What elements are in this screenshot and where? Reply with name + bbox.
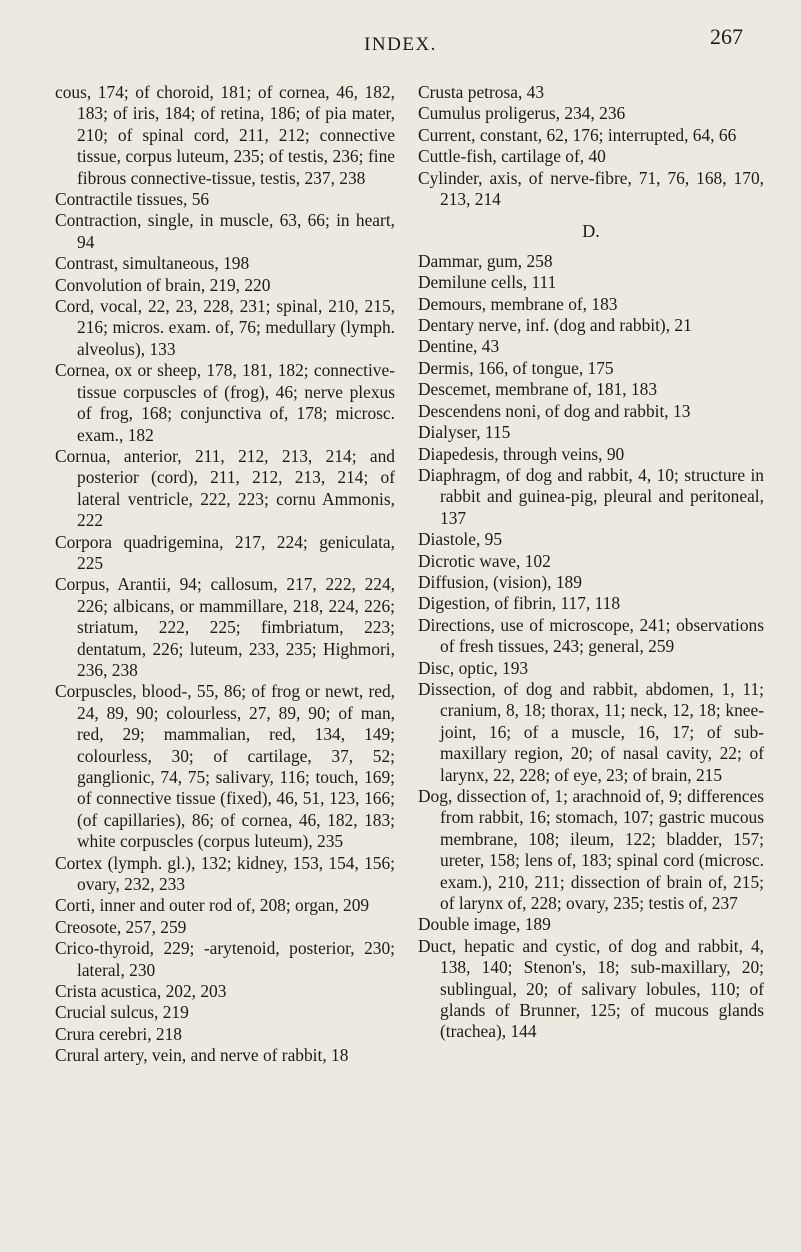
- index-entry: Corti, inner and outer rod of, 208; organ, 209: [55, 895, 370, 916]
- section-heading: D.: [582, 221, 600, 242]
- index-entry: Dissection, of dog and rabbit, abdomen, 1, 11; cranium, 8, 18; thorax, 11; neck, 12, 18; knee-joint, 16; of a muscle, 16, 17; of sub-maxillary region, 20; of nasal cavity, 22; of larynx, 22, 228; of eye, 23; of brain, 215: [418, 678, 764, 785]
- index-entry: Corpora quadrigemina, 217, 224; geniculata, 225: [55, 531, 395, 573]
- index-entry: Cord, vocal, 22, 23, 228, 231; spinal, 210, 215, 216; micros. exam. of, 76; medullary (lymph. alveolus), 133: [55, 296, 395, 359]
- index-entry: Contraction, single, in muscle, 63, 66; in heart, 94: [55, 210, 395, 252]
- running-head: [0, 24, 801, 54]
- index-entry: Cornea, ox or sheep, 178, 181, 182; connective-tissue corpuscles of (frog), 46; nerve plexus of frog, 168; conjunctiva of, 178; microsc. exam., 182: [55, 360, 395, 445]
- index-column-right: [418, 82, 764, 1043]
- index-entry: Cuttle-fish, cartilage of, 40: [418, 146, 606, 167]
- index-entry: Dog, dissection of, 1; arachnoid of, 9; differences from rabbit, 16; stomach, 107; gastric mucous membrane, 108; ileum, 122; bladder, 157; ureter, 158; lens of, 183; spinal cord (microsc. exam.), 210, 211; dissection of brain of, 215; of larynx of, 228; ovary, 235; testis of, 237: [418, 786, 764, 914]
- index-entry: Diastole, 95: [418, 529, 503, 550]
- index-entry: Double image, 189: [418, 914, 551, 935]
- index-entry: Crico-thyroid, 229; -arytenoid, posterior, 230; lateral, 230: [55, 938, 395, 980]
- index-entry: Diffusion, (vision), 189: [418, 571, 582, 592]
- index-entry: Duct, hepatic and cystic, of dog and rabbit, 4, 138, 140; Stenon's, 18; sub-maxillary, 20; sublingual, 20; of salivary lobules, 110; of glands of Brunner, 125; of mucous glands (trachea), 144: [418, 935, 764, 1042]
- index-entry: Disc, optic, 193: [418, 657, 529, 678]
- page-number: 267: [710, 24, 743, 49]
- index-entry: Dentine, 43: [418, 336, 500, 357]
- index-entry: Corpus, Arantii, 94; callosum, 217, 222, 224, 226; albicans, or mammillare, 218, 224, 226; striatum, 222, 225; fimbriatum, 223; dentatum, 226; luteum, 233, 235; Highmori, 236, 238: [55, 574, 395, 680]
- index-entry: Cylinder, axis, of nerve-fibre, 71, 76, 168, 170, 213, 214: [418, 167, 764, 210]
- index-entry: Cornua, anterior, 211, 212, 213, 214; and posterior (cord), 211, 212, 213, 214; of lateral ventricle, 222, 223; cornu Ammonis, 222: [55, 445, 395, 531]
- index-entry: Convolution of brain, 219, 220: [55, 274, 271, 295]
- index-entry: Dermis, 166, of tongue, 175: [418, 357, 614, 378]
- page-title: INDEX.: [364, 34, 437, 55]
- index-entry: Crusta petrosa, 43: [418, 82, 545, 102]
- index-entry: Creosote, 257, 259: [55, 916, 187, 937]
- index-entry: Directions, use of microscope, 241; observations of fresh tissues, 243; general, 259: [418, 614, 764, 657]
- index-entry: Dammar, gum, 258: [418, 250, 553, 271]
- index-entry: Dicrotic wave, 102: [418, 550, 551, 571]
- index-entry: Crura cerebri, 218: [55, 1023, 182, 1044]
- index-entry: cous, 174; of choroid, 181; of cornea, 46, 182, 183; of iris, 184; of retina, 186; of pia mater, 210; of spinal cord, 211, 212; connective tissue, corpus luteum, 235; of testis, 236; fine fibrous connective-tissue, testis, 237, 238: [55, 82, 395, 188]
- index-entry: Crucial sulcus, 219: [55, 1002, 189, 1023]
- index-entry: Diaphragm, of dog and rabbit, 4, 10; structure in rabbit and guinea-pig, pleural and peritoneal, 137: [418, 464, 764, 528]
- index-entry: Contractile tissues, 56: [55, 189, 210, 210]
- index-entry: Demilune cells, 111: [418, 272, 557, 293]
- index-entry: Demours, membrane of, 183: [418, 293, 618, 314]
- index-entry: Diapedesis, through veins, 90: [418, 443, 625, 464]
- index-column-left: [55, 82, 395, 1067]
- index-entry: Corpuscles, blood-, 55, 86; of frog or newt, red, 24, 89, 90; colourless, 27, 89, 90; of man, red, 29; mammalian, red, 134, 149; colourless, 30; of cartilage, 37, 52; ganglionic, 74, 75; salivary, 116; touch, 169; of connective tissue (fixed), 46, 51, 123, 166; (of capillaries), 86; of cornea, 46, 182, 183; white corpuscles (corpus luteum), 235: [55, 681, 395, 852]
- index-entry: Crural artery, vein, and nerve of rabbit, 18: [55, 1045, 349, 1066]
- index-entry: Cumulus proligerus, 234, 236: [418, 103, 626, 124]
- index-entry: Descendens noni, of dog and rabbit, 13: [418, 400, 691, 421]
- index-entry: Crista acustica, 202, 203: [55, 981, 227, 1002]
- index-entry: Digestion, of fibrin, 117, 118: [418, 593, 621, 614]
- index-entry: Current, constant, 62, 176; interrupted, 64, 66: [418, 124, 737, 145]
- index-entry: Dialyser, 115: [418, 422, 511, 443]
- index-entry: Cortex (lymph. gl.), 132; kidney, 153, 154, 156; ovary, 232, 233: [55, 852, 395, 895]
- index-entry: Descemet, membrane of, 181, 183: [418, 379, 658, 400]
- index-entry: Contrast, simultaneous, 198: [55, 253, 250, 274]
- index-entry: Dentary nerve, inf. (dog and rabbit), 21: [418, 315, 692, 336]
